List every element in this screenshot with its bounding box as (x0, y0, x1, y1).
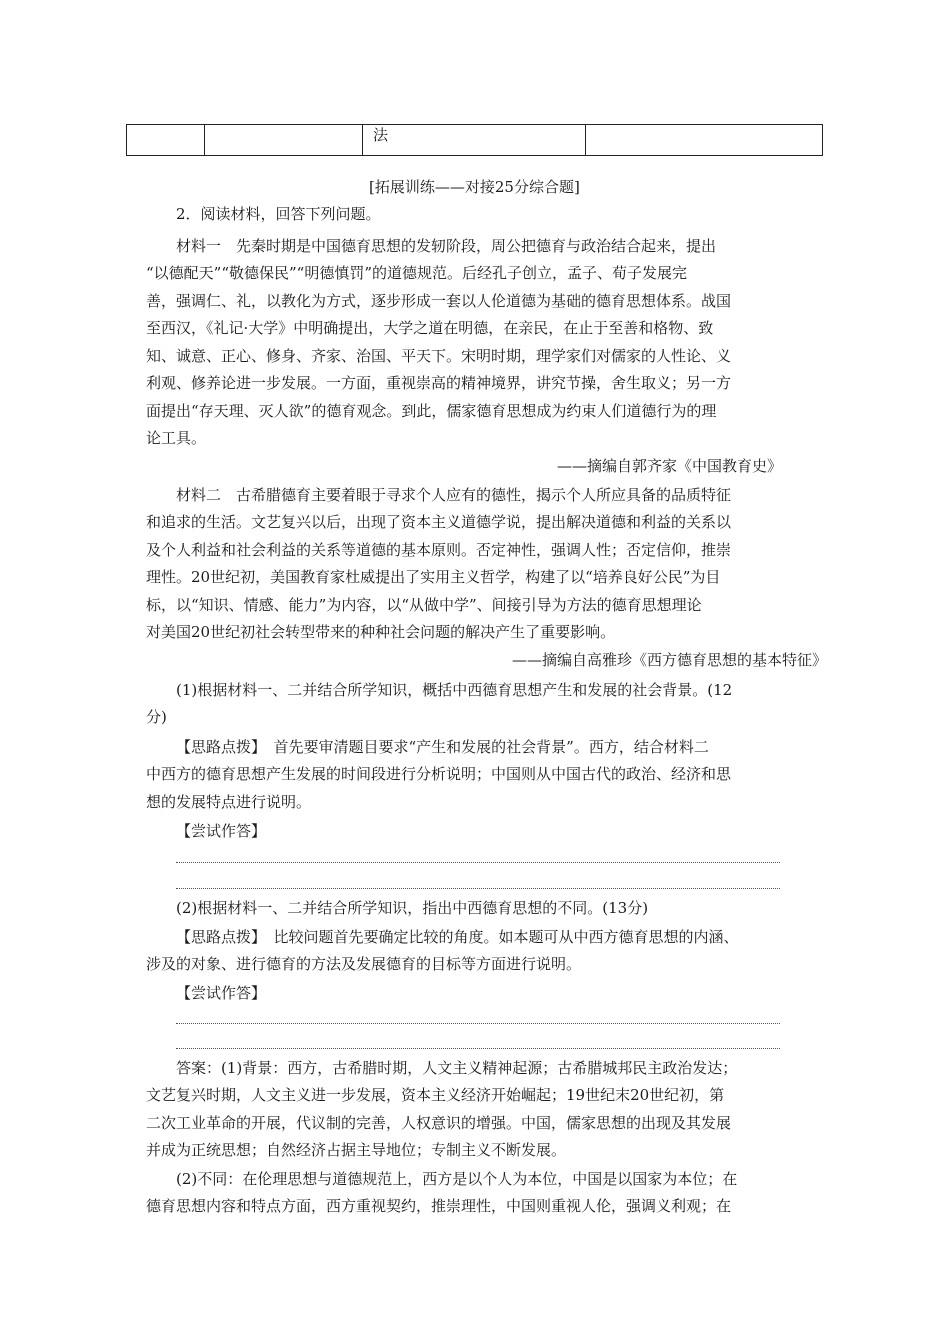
material1-line: 面提出“存天理、灭人欲”的德育观念。到此，儒家德育思想成为约束人们道德行为的理 (146, 402, 717, 420)
material1-line: 论工具。 (146, 429, 207, 447)
q2-hint-line: 涉及的对象、进行德育的方法及发展德育的目标等方面进行说明。 (146, 955, 582, 973)
q1-line: 分) (146, 708, 167, 726)
q2-hint-line: 【思路点拨】 比较问题首先要确定比较的角度。如本题可从中西方德育思想的内涵、 (176, 928, 739, 946)
question-intro: 2．阅读材料，回答下列问题。 (176, 205, 381, 223)
material1-line: 至西汉，《礼记·大学》中明确提出，大学之道在明德，在亲民，在止于至善和格物、致 (146, 319, 714, 337)
material1-line: 知、诚意、正心、修身、齐家、治国、平天下。宋明时期，理学家们对儒家的人性论、义 (146, 347, 732, 365)
answer-line-text: 并成为正统思想；自然经济占据主导地位；专制主义不断发展。 (146, 1141, 567, 1159)
material2-line: 标，以“知识、情感、能力”为内容，以“从做中学”、间接引导为方法的德育思想理论 (146, 596, 702, 614)
top-table (126, 124, 823, 156)
table-cell (205, 125, 363, 156)
material1-line: 材料一 先秦时期是中国德育思想的发轫阶段，周公把德育与政治结合起来，提出 (176, 237, 717, 255)
material2-line: 理性。20世纪初，美国教育家杜威提出了实用主义哲学，构建了以“培养良好公民”为目 (146, 568, 721, 586)
answer-line[interactable] (176, 1023, 780, 1024)
material1-line: “以德配天”“敬德保民”“明德慎罚”的道德规范。后经孔子创立，孟子、荀子发展完 (146, 264, 688, 282)
answer-line-text: 二次工业革命的开展，代议制的完善，人权意识的增强。中国，儒家思想的出现及其发展 (146, 1114, 732, 1132)
answer-line[interactable] (176, 1048, 780, 1049)
q2-try-label: 【尝试作答】 (176, 984, 267, 1002)
table-cell (127, 125, 205, 156)
q1-line: (1)根据材料一、二并结合所学知识，概括中西德育思想产生和发展的社会背景。(12 (176, 681, 733, 699)
table-cell: 法 (363, 125, 586, 156)
section-title: [拓展训练——对接25分综合题] (369, 178, 580, 196)
material2-source: ——摘编自高雅珍《西方德育思想的基本特征》 (512, 651, 828, 669)
material1-line: 善，强调仁、礼，以教化为方式，逐步形成一套以人伦道德为基础的德育思想体系。战国 (146, 292, 732, 310)
q1-hint-line: 想的发展特点进行说明。 (146, 793, 312, 811)
q1-hint-line: 中西方的德育思想产生发展的时间段进行分析说明；中国则从中国古代的政治、经济和思 (146, 765, 732, 783)
table-row (127, 125, 823, 156)
q2-line: (2)根据材料一、二并结合所学知识，指出中西德育思想的不同。(13分) (176, 899, 649, 917)
answer-line-text: 答案：(1)背景：西方，古希腊时期，人文主义精神起源；古希腊城邦民主政治发达； (176, 1059, 738, 1077)
material1-source: ——摘编自郭齐家《中国教育史》 (557, 457, 783, 475)
material2-line: 对美国20世纪初社会转型带来的种种社会问题的解决产生了重要影响。 (146, 623, 616, 641)
material2-line: 和追求的生活。文艺复兴以后，出现了资本主义道德学说，提出解决道德和利益的关系以 (146, 513, 732, 531)
answer-line[interactable] (176, 862, 780, 863)
answer-line-text: 德育思想内容和特点方面，西方重视契约，推崇理性，中国则重视人伦，强调义利观；在 (146, 1197, 732, 1215)
answer-line[interactable] (176, 888, 780, 889)
material2-line: 材料二 古希腊德育主要着眼于寻求个人应有的德性，揭示个人所应具备的品质特征 (176, 486, 732, 504)
answer-line-text: 文艺复兴时期，人文主义进一步发展，资本主义经济开始崛起；19世纪末20世纪初，第 (146, 1086, 725, 1104)
material2-line: 及个人利益和社会利益的关系等道德的基本原则。否定神性，强调人性；否定信仰，推崇 (146, 541, 732, 559)
q1-try-label: 【尝试作答】 (176, 822, 267, 840)
table-cell (586, 125, 823, 156)
answer-line-text: (2)不同：在伦理思想与道德规范上，西方是以个人为本位，中国是以国家为本位；在 (176, 1170, 738, 1188)
q1-hint-line: 【思路点拨】 首先要审清题目要求“产生和发展的社会背景”。西方，结合材料二 (176, 738, 709, 756)
material1-line: 利观、修养论进一步发展。一方面，重视崇高的精神境界，讲究节操，舍生取义；另一方 (146, 374, 732, 392)
